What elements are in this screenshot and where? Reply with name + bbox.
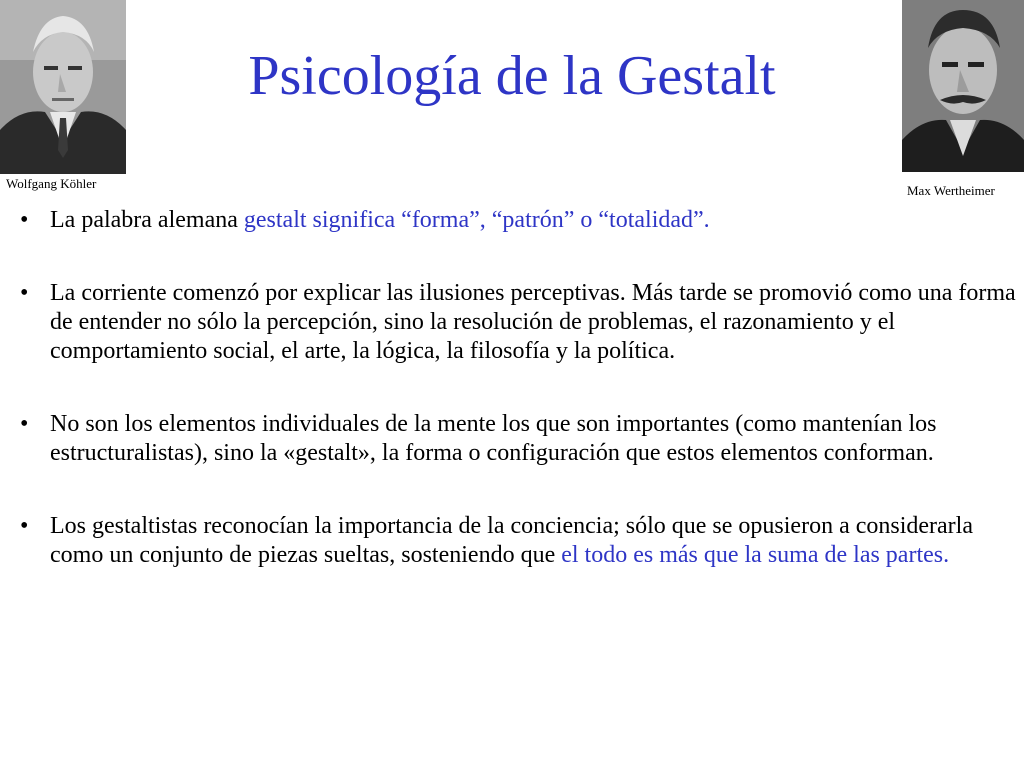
bullet-highlight: gestalt significa “forma”, “patrón” o “totalidad”.	[243, 207, 710, 233]
portrait-caption-right: Max Wertheimer	[907, 183, 995, 198]
bullet-highlight: el todo es más que la suma de las partes.	[561, 542, 950, 568]
bullet-marker: •	[20, 411, 29, 437]
bullet-item	[20, 512, 1020, 570]
bullet-item	[20, 279, 1020, 366]
slide-title: Psicología de la Gestalt	[248, 45, 776, 107]
bullet-text: Los gestaltistas reconocían la importancia de la conciencia; sólo que se opusieron a considerarla como un conjunto de piezas sueltas, sosteniendo que	[50, 513, 973, 568]
bullet-marker: •	[20, 207, 29, 233]
bullet-marker: •	[20, 280, 29, 306]
bullet-list	[20, 206, 1020, 614]
bullet-text: No son los elementos individuales de la mente los que son importantes (como mantenían los estructuralistas), sino la «gestalt», la forma o configuración que estos elementos conforman.	[50, 411, 937, 466]
bullet-item	[20, 206, 1020, 235]
bullet-marker: •	[20, 513, 29, 539]
bullet-text: La palabra alemana	[50, 207, 244, 233]
portrait-caption-left: Wolfgang Köhler	[6, 176, 97, 191]
bullet-text: La corriente comenzó por explicar las ilusiones perceptivas. Más tarde se promovió como una forma de entender no sólo la percepción, sino la resolución de problemas, el razonamiento y el comportamiento social, el arte, la lógica, la filosofía y la política.	[50, 280, 1016, 364]
bullet-item	[20, 410, 1020, 468]
